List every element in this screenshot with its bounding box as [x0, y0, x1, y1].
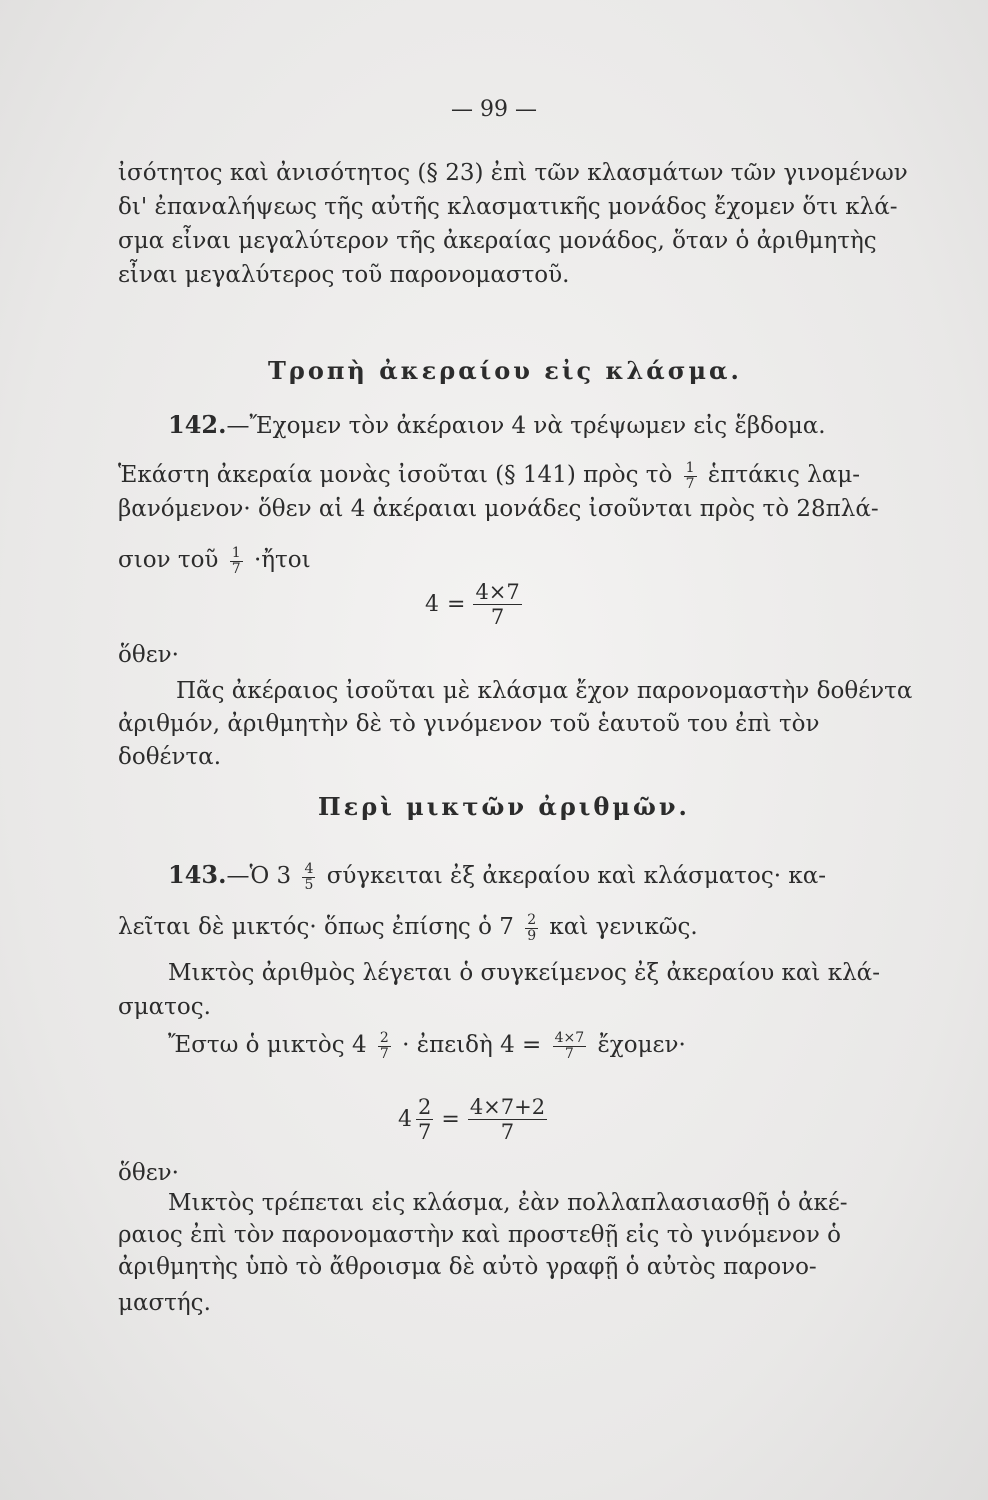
equals-sign: =: [441, 1106, 460, 1132]
denominator: 7: [564, 1045, 574, 1062]
denominator: 7: [500, 1120, 515, 1144]
section-heading-integer-to-fraction: Τροπὴ ἀκεραίου εἰς κλάσμα.: [268, 356, 742, 385]
lhs-fraction: [416, 1095, 433, 1144]
denominator: 7: [490, 605, 505, 629]
section-143-line-1: [168, 860, 826, 893]
denominator: 9: [527, 927, 537, 944]
equation-4-equals-4x7-over-7: [425, 580, 526, 629]
section-143-line-2: [118, 912, 698, 944]
equation-mixed-to-fraction: [398, 1095, 551, 1144]
denominator: 7: [379, 1045, 389, 1062]
numerator: 4×7: [475, 580, 520, 604]
section-142-line-1: [168, 410, 826, 441]
rule-line-4: μαστής.: [118, 1290, 211, 1316]
section-142-text: —Ἔχομεν τὸν ἀκέραιον 4 νὰ τρέψωμεν εἰς ἕβδομα.: [226, 413, 826, 439]
text: · ἐπειδὴ 4 =: [402, 1032, 542, 1058]
text: Ἑκάστη ἀκεραία μονὰς ἰσοῦται (§ 141) πρὸς τὸ: [118, 462, 673, 488]
fraction-4-5: [302, 862, 315, 893]
rule-line-3: δοθέντα.: [118, 744, 222, 770]
definition-line-1: Μικτὸς ἀριθμὸς λέγεται ὁ συγκείμενος ἐξ ἀκεραίου καὶ κλά-: [168, 960, 880, 986]
numerator: 1: [231, 544, 241, 561]
text: ἑπτάκις λαμ-: [707, 462, 861, 488]
section-number: 143.: [168, 860, 227, 889]
denominator: 7: [685, 475, 695, 492]
numerator: 4×7+2: [469, 1095, 546, 1119]
example-line: [168, 1030, 686, 1062]
text: Ἔστω ὁ μικτὸς 4: [168, 1032, 367, 1058]
numerator: 4: [304, 860, 314, 877]
numerator: 4×7: [554, 1029, 585, 1046]
intro-line-1: ἰσότητος καὶ ἀνισότητος (§ 23) ἐπὶ τῶν κλασμάτων τῶν γινομένων: [118, 160, 908, 186]
denominator: 7: [418, 1120, 432, 1144]
rule-line-3: ἀριθμητὴς ὑπὸ τὸ ἄθροισμα δὲ αὐτὸ γραφῇ ὁ αὐτὸς παρονο-: [118, 1254, 817, 1280]
rhs-fraction: [468, 1095, 547, 1144]
numerator: 2: [527, 911, 537, 928]
rule-line-2: ραιος ἐπὶ τὸν παρονομαστὴν καὶ προστεθῇ εἰς τὸ γινόμενον ὁ: [118, 1222, 842, 1248]
lhs: 4: [425, 591, 439, 617]
lhs-integer: 4: [398, 1106, 412, 1132]
text: καὶ γενικῶς.: [549, 914, 698, 940]
numerator: 2: [418, 1095, 432, 1119]
numerator: 1: [685, 459, 695, 476]
page-number: — 99 —: [451, 97, 537, 122]
section-142-line-2: [118, 460, 860, 492]
numerator: 2: [379, 1029, 389, 1046]
section-142-line-3: βανόμενον· ὅθεν αἱ 4 ἀκέραιαι μονάδες ἰσοῦνται πρὸς τὸ 28πλά-: [118, 496, 879, 522]
fraction-4x7-7: [553, 1031, 587, 1062]
hence-label: ὅθεν·: [118, 642, 179, 668]
section-number: 142.: [168, 410, 227, 439]
fraction-one-seventh: [684, 461, 697, 492]
denominator: 7: [231, 560, 241, 577]
rule-line-1: Μικτὸς τρέπεται εἰς κλάσμα, ἐὰν πολλαπλασιασθῇ ὁ ἀκέ-: [168, 1190, 848, 1216]
text: σιον τοῦ: [118, 547, 219, 573]
fraction-2-7: [378, 1031, 391, 1062]
rule-line-1: Πᾶς ἀκέραιος ἰσοῦται μὲ κλάσμα ἔχον παρονομαστὴν δοθέντα: [176, 678, 913, 704]
rule-line-2: ἀριθμόν, ἀριθμητὴν δὲ τὸ γινόμενον τοῦ ἑαυτοῦ του ἐπὶ τὸν: [118, 711, 820, 737]
equals-sign: =: [447, 591, 466, 617]
text: ·ἤτοι: [253, 547, 311, 573]
intro-line-2: δι' ἐπαναλήψεως τῆς αὐτῆς κλασματικῆς μονάδος ἔχομεν ὅτι κλά-: [118, 194, 898, 220]
text: ἔχομεν·: [597, 1032, 686, 1058]
intro-line-4: εἶναι μεγαλύτερος τοῦ παρονομαστοῦ.: [118, 262, 570, 288]
text: σύγκειται ἐξ ἀκεραίου καὶ κλάσματος· κα-: [326, 863, 827, 889]
fraction-2-9: [525, 913, 538, 944]
section-heading-mixed-numbers: Περὶ μικτῶν ἀριθμῶν.: [318, 792, 690, 821]
definition-line-2: σματος.: [118, 994, 211, 1020]
fraction: [473, 580, 521, 629]
text: λεῖται δὲ μικτός· ὅπως ἐπίσης ὁ 7: [118, 914, 514, 940]
text: —Ὁ 3: [226, 863, 292, 889]
section-142-line-4: [118, 545, 311, 577]
intro-line-3: σμα εἶναι μεγαλύτερον τῆς ἀκεραίας μονάδος, ὅταν ὁ ἀριθμητὴς: [118, 228, 877, 254]
hence-label: ὅθεν·: [118, 1160, 179, 1186]
fraction-one-seventh: [230, 546, 243, 577]
denominator: 5: [304, 876, 314, 893]
